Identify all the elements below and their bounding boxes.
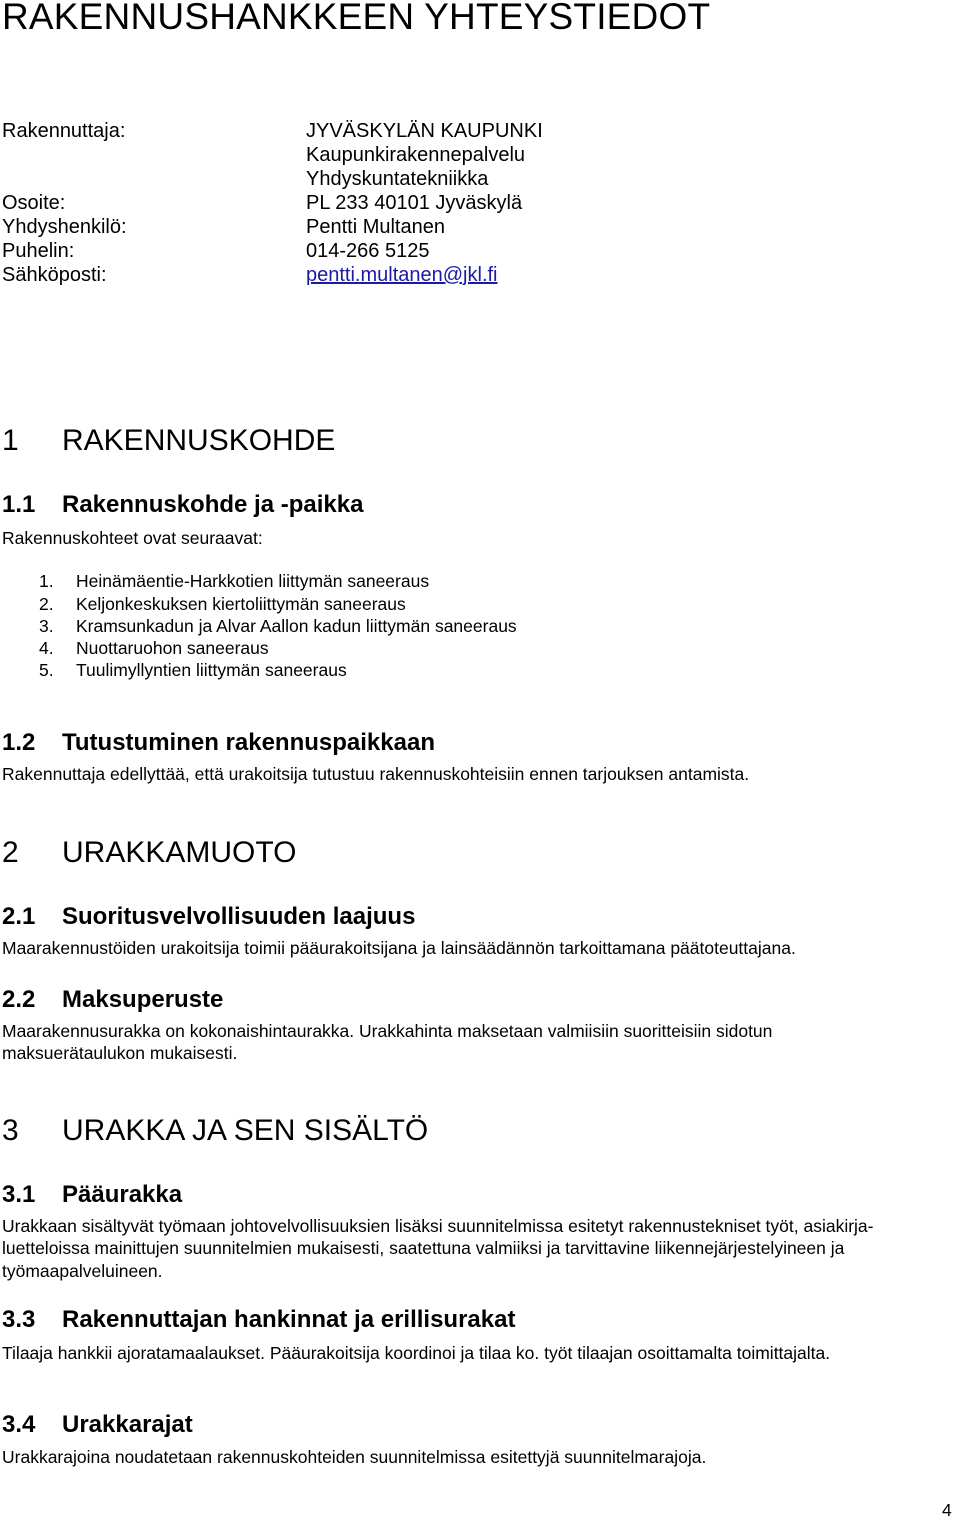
section-title: Urakkarajat xyxy=(62,1411,193,1438)
section-2-1-text: Maarakennustöiden urakoitsija toimii pääurakoitsijana ja lainsäädännön tarkoittamana päätoteuttajana. xyxy=(2,938,796,958)
section-3-3-heading xyxy=(2,1306,515,1334)
section-2-2-text-line-1: Maarakennusurakka on kokonaishintaurakka. Urakkahinta maksetaan valmiisiin suoritteisiin sidotun xyxy=(2,1021,773,1041)
section-number: 3 xyxy=(2,1114,19,1147)
list-text: Heinämäentie-Harkkotien liittymän saneeraus xyxy=(76,571,430,591)
sahkoposti-label: Sähköposti: xyxy=(2,264,107,286)
section-1-1-heading xyxy=(2,491,363,519)
rakennuttaja-label: Rakennuttaja: xyxy=(2,120,126,142)
osoite-value: PL 233 40101 Jyväskylä xyxy=(306,192,523,214)
sahkoposti-link[interactable]: pentti.multanen@jkl.fi xyxy=(306,264,498,286)
section-1-2-heading xyxy=(2,729,435,757)
section-2-2-text-line-2: maksuerätaulukon mukaisesti. xyxy=(2,1043,238,1063)
list-number: 4. xyxy=(39,638,54,658)
section-3-1-heading xyxy=(2,1181,182,1209)
section-title: Pääurakka xyxy=(62,1181,183,1208)
section-3-1-text-line-2: luetteloissa mainittujen suunnitelmien mukaisesti, saatettuna valmiiksi ja tarvittavine liikennejärjestelyineen ja xyxy=(2,1238,845,1258)
section-3-1-text-line-1: Urakkaan sisältyvät työmaan johtovelvollisuuksien lisäksi suunnitelmissa esitetyt rakennustekniset työt, asiakirja- xyxy=(2,1216,874,1236)
list-item xyxy=(39,594,406,615)
page-number: 4 xyxy=(942,1500,952,1520)
list-item xyxy=(39,616,517,637)
section-number: 3.1 xyxy=(2,1181,36,1208)
section-title: URAKKAMUOTO xyxy=(62,836,297,869)
section-number: 1 xyxy=(2,424,19,457)
yhdyshenkilo-value: Pentti Multanen xyxy=(306,216,445,238)
puhelin-value: 014-266 5125 xyxy=(306,240,430,262)
section-3-4-text: Urakkarajoina noudatetaan rakennuskohteiden suunnitelmissa esitettyjä suunnitelmarajoja. xyxy=(2,1447,707,1467)
section-3-1-text-line-3: työmaapalveluineen. xyxy=(2,1261,163,1281)
section-title: Rakennuttajan hankinnat ja erillisurakat xyxy=(62,1306,516,1333)
section-number: 2.1 xyxy=(2,903,36,930)
list-number: 3. xyxy=(39,616,54,636)
rakennuttaja-line-1: JYVÄSKYLÄN KAUPUNKI xyxy=(306,120,543,142)
page-title: RAKENNUSHANKKEEN YHTEYSTIEDOT xyxy=(2,0,711,37)
section-title: URAKKA JA SEN SISÄLTÖ xyxy=(62,1114,429,1147)
list-item xyxy=(39,660,347,681)
yhdyshenkilo-label: Yhdyshenkilö: xyxy=(2,216,127,238)
list-text: Kramsunkadun ja Alvar Aallon kadun liittymän saneeraus xyxy=(76,616,517,636)
list-number: 5. xyxy=(39,660,54,680)
list-text: Tuulimyllyntien liittymän saneeraus xyxy=(76,660,347,680)
list-text: Nuottaruohon saneeraus xyxy=(76,638,269,658)
section-number: 1.1 xyxy=(2,491,36,518)
section-number: 2.2 xyxy=(2,986,36,1013)
section-title: Rakennuskohde ja -paikka xyxy=(62,491,364,518)
section-title: Maksuperuste xyxy=(62,986,224,1013)
section-number: 2 xyxy=(2,836,19,869)
osoite-label: Osoite: xyxy=(2,192,66,214)
section-2-2-heading xyxy=(2,986,223,1014)
puhelin-label: Puhelin: xyxy=(2,240,75,262)
section-title: Suoritusvelvollisuuden laajuus xyxy=(62,903,416,930)
section-1-heading xyxy=(2,424,335,458)
section-number: 1.2 xyxy=(2,729,36,756)
list-number: 1. xyxy=(39,571,54,591)
section-3-heading xyxy=(2,1114,428,1148)
list-text: Keljonkeskuksen kiertoliittymän saneeraus xyxy=(76,594,406,614)
section-3-4-heading xyxy=(2,1411,193,1439)
section-title: Tutustuminen rakennuspaikkaan xyxy=(62,729,435,756)
section-2-heading xyxy=(2,836,296,870)
list-item xyxy=(39,571,429,592)
section-title: RAKENNUSKOHDE xyxy=(62,424,336,457)
section-number: 3.3 xyxy=(2,1306,36,1333)
list-number: 2. xyxy=(39,594,54,614)
section-number: 3.4 xyxy=(2,1411,36,1438)
section-3-3-text: Tilaaja hankkii ajoratamaalaukset. Pääurakoitsija koordinoi ja tilaa ko. työt tilaajan osoittamalta toimittajalta. xyxy=(2,1343,831,1363)
rakennuttaja-line-3: Yhdyskuntatekniikka xyxy=(306,168,489,190)
section-2-1-heading xyxy=(2,903,415,931)
list-item xyxy=(39,638,269,659)
section-1-1-intro: Rakennuskohteet ovat seuraavat: xyxy=(2,528,263,548)
rakennuttaja-line-2: Kaupunkirakennepalvelu xyxy=(306,144,526,166)
section-1-2-text: Rakennuttaja edellyttää, että urakoitsija tutustuu rakennuskohteisiin ennen tarjouksen antamista. xyxy=(2,764,750,784)
